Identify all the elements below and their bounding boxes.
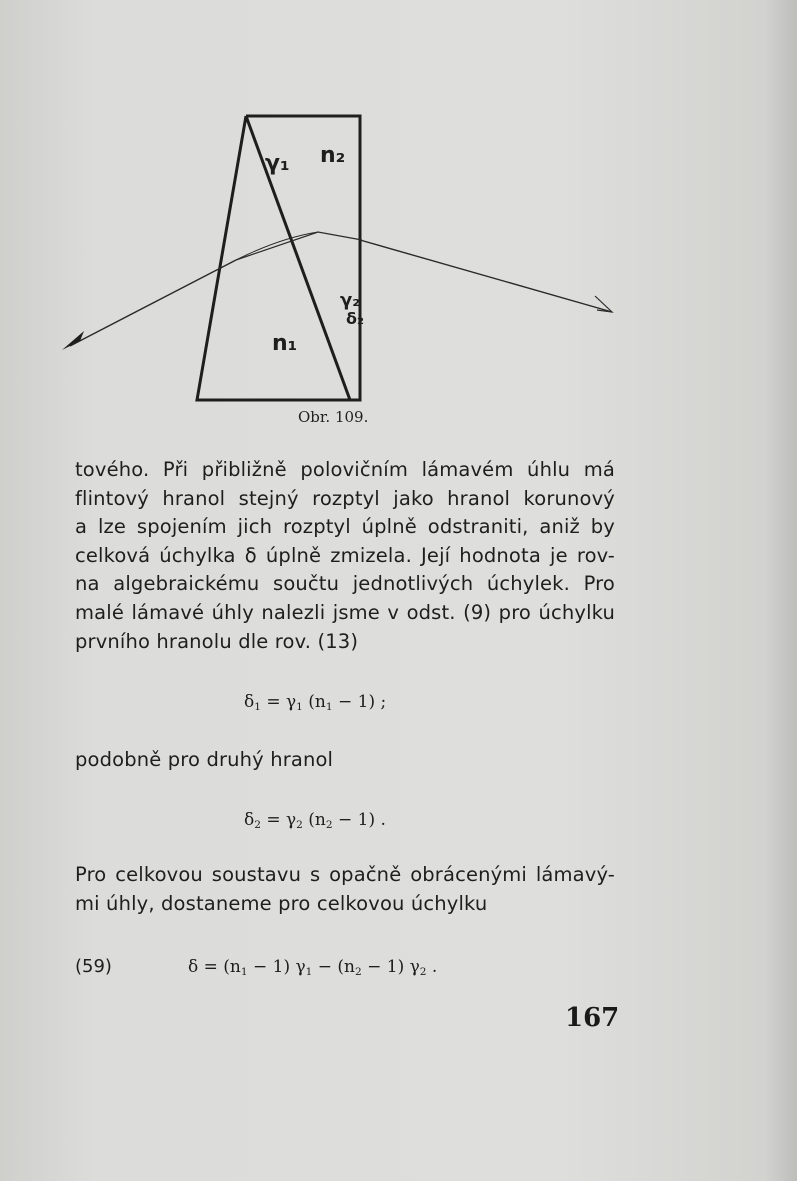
incident-ray <box>70 260 236 346</box>
paragraph-1-line: malé lámavé úhly nalezli jsme v odst. (9) pro úchylku <box>75 600 615 624</box>
label-n2: n₂ <box>320 143 346 168</box>
equation-total-deviation: $\delta = (n_1 - 1) \gamma_1 - (n_2 - 1)$ $\gamma_2$ . <box>188 957 438 979</box>
label-gamma1: γ₁ <box>265 151 290 176</box>
paragraph-1-line: a lze spojením jich rozptyl úplně odstraniti, aniž by <box>75 515 615 539</box>
paragraph-1-line: na algebraickému součtu jednotlivých úchylek. Pro <box>75 572 615 596</box>
label-n1: n₁ <box>272 331 298 356</box>
page-number: 167 <box>565 1003 620 1033</box>
equation-number: (59) <box>75 956 112 977</box>
paragraph-1-line: prvního hranolu dle rov. (13) <box>75 629 359 653</box>
paragraph-1 <box>75 456 615 656</box>
label-delta2: δ₂ <box>346 309 364 328</box>
paragraph-3-line: Pro celkovou soustavu s opačně obrácenými lámavý- <box>75 863 615 886</box>
paragraph-1-line: flintový hranol stejný rozptyl jako hranol korunový <box>75 486 615 510</box>
paragraph-2-text: podobně pro druhý hranol <box>75 748 334 771</box>
paragraph-1-line: celková úchylka δ úplně zmizela. Její hodnota je rov- <box>75 543 615 567</box>
paragraph-3-line: mi úhly, dostaneme pro celkovou úchylku <box>75 891 488 915</box>
emergent-ray <box>360 240 612 312</box>
paragraph-1-line: tového. Při přibližně polovičním lámavém úhlu má <box>75 458 615 481</box>
paragraph-2 <box>75 746 615 775</box>
paragraph-3 <box>75 861 615 918</box>
label-gamma2: γ₂ <box>340 290 361 311</box>
figure-caption: Obr. 109. <box>298 408 369 426</box>
prism-diagram <box>0 0 797 440</box>
equation-delta1: $\delta_1 = \gamma_1$ $(n_1 - 1)$ ; <box>244 692 387 714</box>
equation-delta2: $\delta_2 = \gamma_2$ $(n_2 - 1)$ . <box>244 810 386 832</box>
